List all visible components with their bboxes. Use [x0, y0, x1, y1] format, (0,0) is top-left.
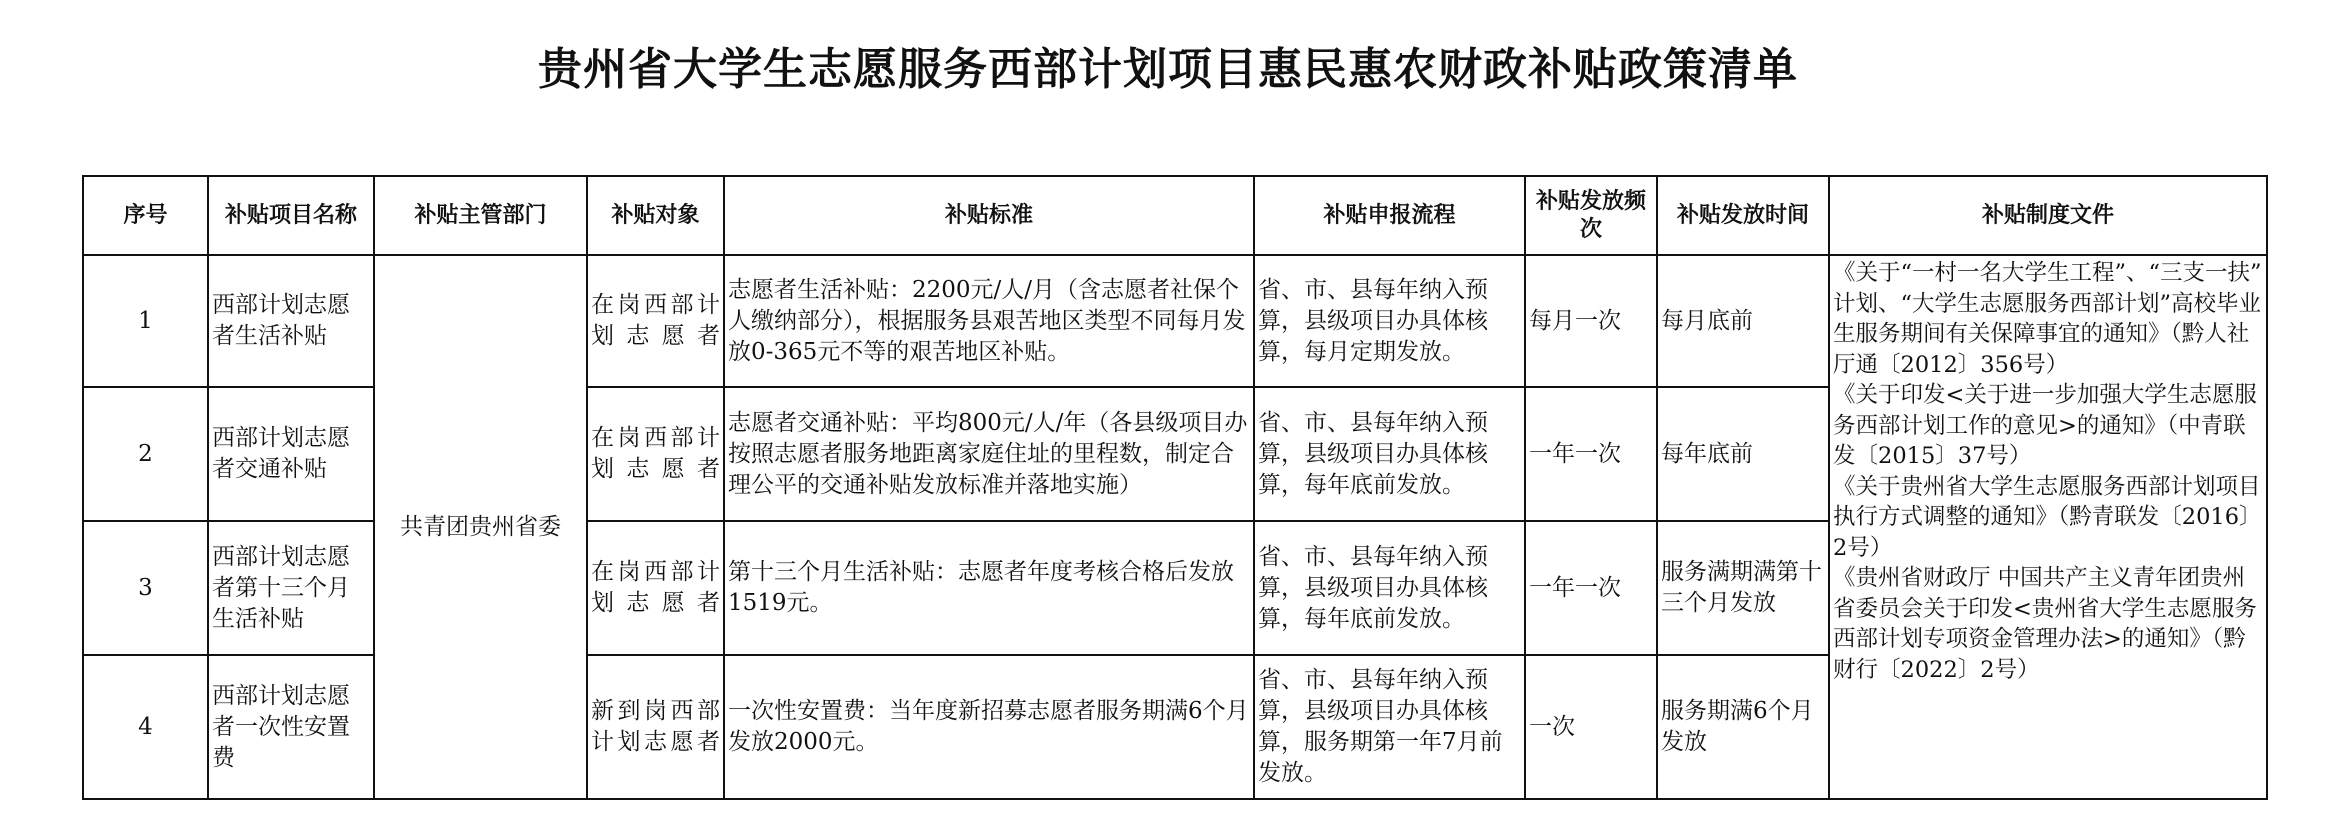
header-process: 补贴申报流程 — [1254, 176, 1525, 255]
row-docs — [1829, 255, 2267, 799]
header-no: 序号 — [83, 176, 208, 255]
row-name: 西部计划志愿者第十三个月生活补贴 — [208, 521, 374, 655]
row-frequency: 每月一次 — [1525, 255, 1657, 387]
row-no: 3 — [83, 521, 208, 655]
row-process: 省、市、县每年纳入预算，县级项目办具体核算，每月定期发放。 — [1254, 255, 1525, 387]
doc-item: 《关于印发<关于进一步加强大学生志愿服务西部计划工作的意见>的通知》（中青联发〔2015〕37号） — [1833, 382, 2257, 469]
row-process: 省、市、县每年纳入预算，县级项目办具体核算，每年底前发放。 — [1254, 387, 1525, 521]
header-frequency: 补贴发放频次 — [1525, 176, 1657, 255]
header-docs: 补贴制度文件 — [1829, 176, 2267, 255]
header-target: 补贴对象 — [587, 176, 724, 255]
header-name: 补贴项目名称 — [208, 176, 374, 255]
doc-item: 《关于“一村一名大学生工程”、“三支一扶” 计划、“大学生志愿服务西部计划”高校毕业生服务期间有关保障事宜的通知》（黔人社厅通〔2012〕356号） — [1833, 260, 2262, 378]
row-process: 省、市、县每年纳入预算，县级项目办具体核算，每年底前发放。 — [1254, 521, 1525, 655]
row-target: 在岗西部计划志愿者 — [587, 387, 724, 521]
row-no: 2 — [83, 387, 208, 521]
doc-item: 《关于贵州省大学生志愿服务西部计划项目执行方式调整的通知》（黔青联发〔2016〕2号） — [1833, 473, 2262, 561]
header-time: 补贴发放时间 — [1657, 176, 1829, 255]
header-dept: 补贴主管部门 — [374, 176, 587, 255]
row-name: 西部计划志愿者一次性安置费 — [208, 655, 374, 799]
row-frequency: 一年一次 — [1525, 521, 1657, 655]
row-no: 4 — [83, 655, 208, 799]
row-time: 每年底前 — [1657, 387, 1829, 521]
row-process: 省、市、县每年纳入预算，县级项目办具体核算，服务期第一年7月前发放。 — [1254, 655, 1525, 799]
row-target: 在岗西部计划志愿者 — [587, 521, 724, 655]
row-name: 西部计划志愿者交通补贴 — [208, 387, 374, 521]
table-row — [83, 255, 2267, 387]
doc-item: 《贵州省财政厅 中国共产主义青年团贵州省委员会关于印发<贵州省大学生志愿服务西部计划专项资金管理办法>的通知》（黔财行〔2022〕2号） — [1833, 565, 2257, 683]
row-standard: 一次性安置费：当年度新招募志愿者服务期满6个月发放2000元。 — [724, 655, 1254, 799]
page-title: 贵州省大学生志愿服务西部计划项目惠民惠农财政补贴政策清单 — [538, 44, 1798, 95]
row-time: 每月底前 — [1657, 255, 1829, 387]
row-time: 服务满期满第十三个月发放 — [1657, 521, 1829, 655]
row-name: 西部计划志愿者生活补贴 — [208, 255, 374, 387]
row-target: 新到岗西部计划志愿者 — [587, 655, 724, 799]
row-standard: 志愿者交通补贴：平均800元/人/年（各县级项目办按照志愿者服务地距离家庭住址的里程数，制定合理公平的交通补贴发放标准并落地实施） — [724, 387, 1254, 521]
policy-table — [82, 175, 2268, 800]
row-standard: 志愿者生活补贴：2200元/人/月（含志愿者社保个人缴纳部分），根据服务县艰苦地区类型不同每月发放0-365元不等的艰苦地区补贴。 — [724, 255, 1254, 387]
row-standard: 第十三个月生活补贴：志愿者年度考核合格后发放1519元。 — [724, 521, 1254, 655]
row-target: 在岗西部计划志愿者 — [587, 255, 724, 387]
header-row — [83, 176, 2267, 255]
row-time: 服务期满6个月发放 — [1657, 655, 1829, 799]
row-frequency: 一年一次 — [1525, 387, 1657, 521]
row-frequency: 一次 — [1525, 655, 1657, 799]
header-standard: 补贴标准 — [724, 176, 1254, 255]
row-dept: 共青团贵州省委 — [374, 255, 587, 799]
row-no: 1 — [83, 255, 208, 387]
